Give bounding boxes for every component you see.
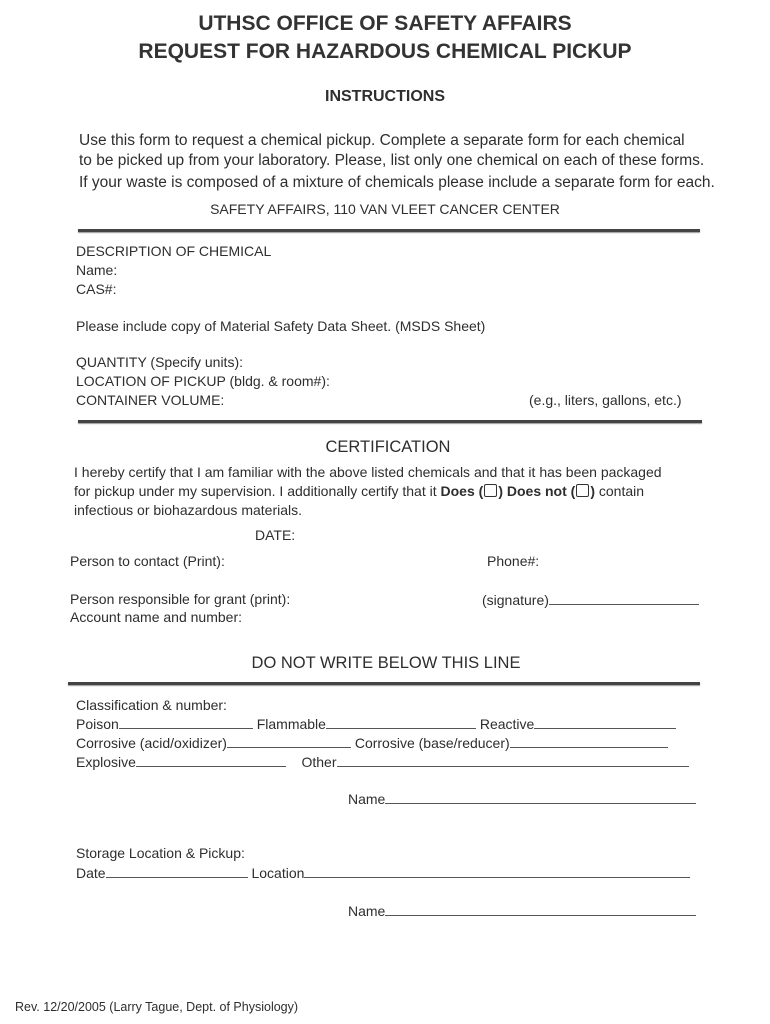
name-field-1 (348, 789, 696, 808)
certification-heading: CERTIFICATION (325, 438, 451, 456)
account-label: Account name and number: (70, 609, 242, 625)
certification-text: infectious or biohazardous materials. (74, 502, 303, 518)
instructions-line: If your waste is composed of a mixture of chemicals please include a separate form for each. (79, 174, 715, 191)
reactive-label: Reactive (479, 716, 535, 732)
classification-label: Classification & number: (76, 697, 227, 713)
poison-label: Poison (76, 716, 119, 732)
container-volume-hint: (e.g., liters, gallons, etc.) (529, 392, 682, 408)
storage-location-label: Location (251, 865, 305, 881)
classification-row-1 (76, 714, 676, 733)
contact-person-label: Person to contact (Print): (70, 553, 225, 569)
name-label: Name (348, 791, 386, 807)
name-input[interactable] (385, 789, 696, 804)
certification-text-2 (74, 482, 644, 500)
pickup-date-label: Date (76, 865, 106, 881)
instructions-line: to be picked up from your laboratory. Please, list only one chemical on each of these forms. (79, 152, 705, 169)
signature-label: (signature) (482, 592, 549, 608)
explosive-field[interactable] (136, 752, 286, 767)
poison-field[interactable] (119, 714, 253, 729)
divider (68, 682, 700, 685)
form-title-line2: REQUEST FOR HAZARDOUS CHEMICAL PICKUP (138, 40, 632, 63)
explosive-label: Explosive (76, 754, 136, 770)
instructions-heading: INSTRUCTIONS (325, 88, 445, 105)
name-field-2 (348, 901, 696, 920)
signature-field (482, 590, 699, 609)
quantity-label: QUANTITY (Specify units): (76, 354, 244, 370)
divider (78, 229, 700, 232)
other-label: Other (301, 754, 337, 770)
does-checkbox[interactable] (484, 484, 497, 497)
form-title-line1: UTHSC OFFICE OF SAFETY AFFAIRS (198, 12, 572, 35)
reactive-field[interactable] (534, 714, 676, 729)
revision-footer: Rev. 12/20/2005 (Larry Tague, Dept. of Physiology) (15, 1000, 299, 1014)
storage-location-field[interactable] (304, 863, 690, 878)
certification-text: for pickup under my supervision. I additionally certify that it (74, 483, 441, 499)
description-heading: DESCRIPTION OF CHEMICAL (76, 243, 272, 259)
corrosive-acid-field[interactable] (227, 733, 351, 748)
signature-line[interactable] (549, 590, 699, 605)
storage-row (76, 863, 690, 882)
msds-note: Please include copy of Material Safety Data Sheet. (MSDS Sheet) (76, 318, 486, 334)
corrosive-base-field[interactable] (510, 733, 668, 748)
classification-row-2 (76, 733, 668, 752)
pickup-date-field[interactable] (106, 863, 248, 878)
corrosive-acid-label: Corrosive (acid/oxidizer) (76, 735, 227, 751)
does-label-close: ) (498, 483, 503, 499)
flammable-label: Flammable (256, 716, 326, 732)
do-not-write-heading: DO NOT WRITE BELOW THIS LINE (251, 654, 521, 672)
container-volume-label: CONTAINER VOLUME: (76, 392, 225, 408)
office-address: SAFETY AFFAIRS, 110 VAN VLEET CANCER CENTER (210, 201, 560, 217)
classification-row-3 (76, 752, 689, 771)
does-not-label: Does not ( (502, 483, 576, 499)
date-label: DATE: (255, 527, 296, 543)
name-input[interactable] (385, 901, 696, 916)
does-not-checkbox[interactable] (576, 484, 589, 497)
certification-text: I hereby certify that I am familiar with the above listed chemicals and that it has been packaged (74, 464, 662, 480)
divider (78, 420, 702, 423)
cas-label: CAS#: (76, 281, 117, 297)
phone-label: Phone#: (487, 553, 540, 569)
storage-label: Storage Location & Pickup: (76, 845, 245, 861)
grant-responsible-label: Person responsible for grant (print): (70, 591, 291, 607)
instructions-line: Use this form to request a chemical pickup. Complete a separate form for each chemical (79, 132, 685, 149)
certification-text: contain (595, 483, 645, 499)
does-not-label-close: ) (590, 483, 595, 499)
name-label: Name (348, 903, 386, 919)
does-label: Does ( (440, 483, 484, 499)
pickup-location-label: LOCATION OF PICKUP (bldg. & room#): (76, 373, 330, 389)
other-field[interactable] (337, 752, 689, 767)
corrosive-base-label: Corrosive (base/reducer) (354, 735, 510, 751)
chemical-name-label: Name: (76, 262, 118, 278)
flammable-field[interactable] (326, 714, 476, 729)
